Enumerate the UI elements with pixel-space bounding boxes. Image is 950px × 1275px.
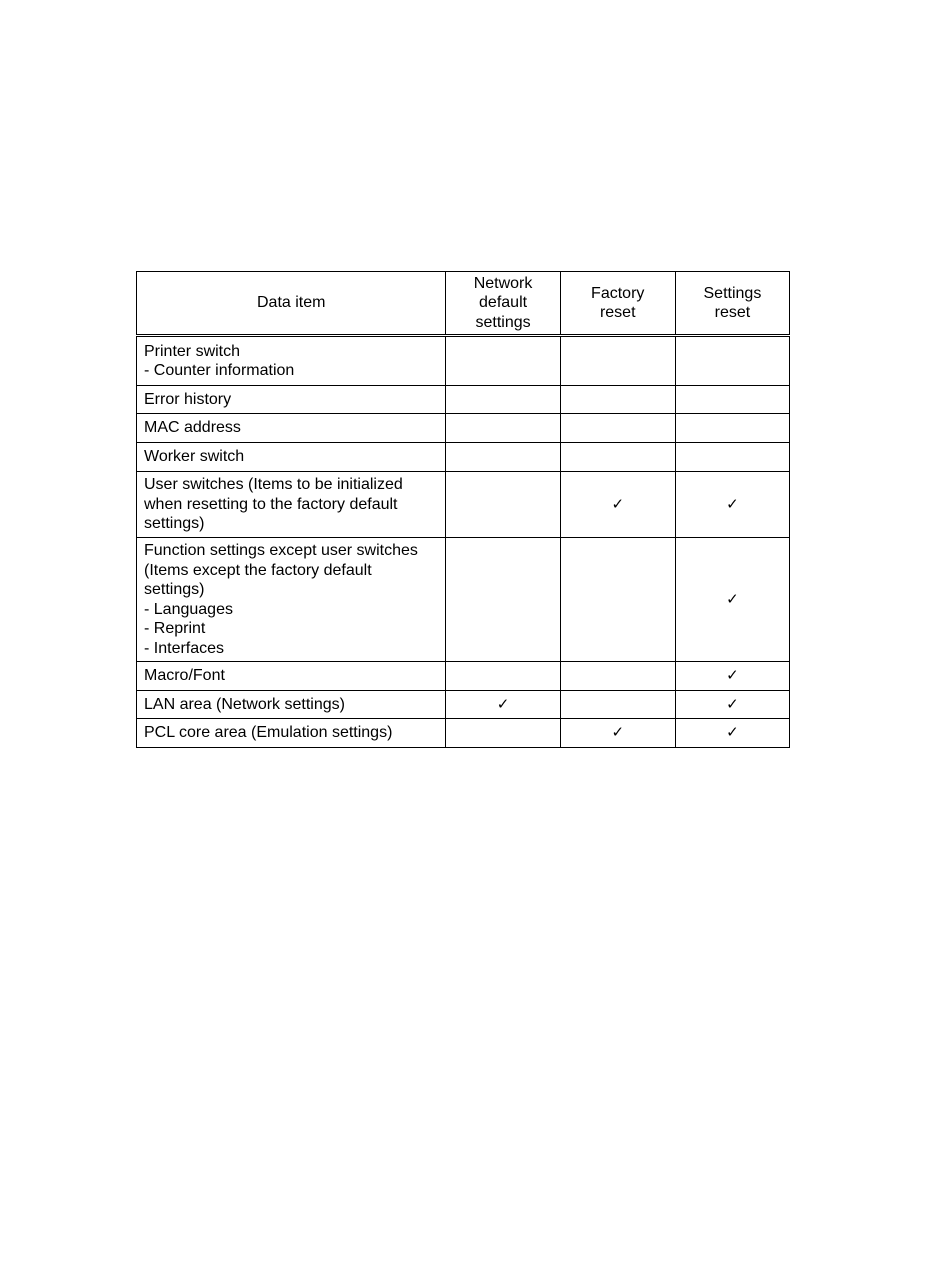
item-line: - Counter information: [144, 362, 295, 379]
network-default-check-cell: [446, 662, 560, 691]
settings-reset-check-cell: [675, 414, 789, 443]
item-line: Macro/Font: [144, 667, 225, 685]
network-default-check-cell: [446, 538, 560, 662]
item-line: PCL core area (Emulation settings): [144, 724, 393, 742]
header-line: Data item: [257, 294, 326, 312]
settings-reset-check-cell: ✓: [675, 691, 789, 719]
table-row: [137, 538, 790, 662]
header-network-default-settings: [446, 272, 560, 336]
header-settings-reset: [675, 272, 789, 336]
header-line: reset: [714, 304, 751, 321]
header-line: Network: [473, 274, 533, 292]
table-row: [137, 691, 790, 719]
item-line: Error history: [144, 390, 232, 408]
table-row: [137, 336, 790, 386]
item-line: Printer switch: [144, 342, 241, 360]
factory-reset-check-cell: [560, 662, 675, 691]
item-line: - Reprint: [144, 620, 206, 637]
header-data-item: [137, 272, 446, 336]
reset-data-table: [136, 271, 790, 748]
table-row: [137, 443, 790, 472]
data-item-cell: [137, 472, 446, 538]
item-line: LAN area (Network settings): [144, 695, 345, 713]
item-line: - Interfaces: [144, 639, 225, 657]
settings-reset-check-cell: ✓: [675, 472, 789, 538]
factory-reset-check-cell: ✓: [560, 472, 675, 538]
network-default-check-cell: [446, 443, 560, 472]
item-line: Worker switch: [144, 448, 245, 466]
network-default-check-cell: [446, 336, 560, 386]
factory-reset-check-cell: [560, 691, 675, 719]
data-item-cell: [137, 538, 446, 662]
factory-reset-check-cell: ✓: [560, 719, 675, 748]
table-row: [137, 472, 790, 538]
header-line: Settings: [703, 284, 762, 302]
factory-reset-check-cell: [560, 414, 675, 443]
factory-reset-check-cell: [560, 336, 675, 386]
settings-reset-check-cell: ✓: [675, 662, 789, 691]
data-item-cell: [137, 336, 446, 386]
data-item-cell: [137, 443, 446, 472]
factory-reset-check-cell: [560, 538, 675, 662]
settings-reset-check-cell: [675, 443, 789, 472]
header-line: default: [479, 294, 528, 312]
factory-reset-check-cell: [560, 386, 675, 414]
network-default-check-cell: ✓: [446, 691, 560, 719]
table-row: [137, 719, 790, 748]
table-header-row: [137, 272, 790, 336]
network-default-check-cell: [446, 414, 560, 443]
table-row: [137, 414, 790, 443]
data-item-cell: [137, 386, 446, 414]
item-line: Function settings except user switches: [144, 542, 418, 559]
item-line: settings): [144, 515, 205, 533]
data-item-cell: [137, 414, 446, 443]
header-factory-reset: [560, 272, 675, 336]
header-line: settings: [475, 313, 531, 331]
item-line: User switches (Items to be initialized: [144, 476, 403, 494]
table-row: [137, 386, 790, 414]
item-line: when resetting to the factory default: [144, 495, 398, 513]
item-line: MAC address: [144, 419, 241, 437]
factory-reset-check-cell: [560, 443, 675, 472]
item-line: (Items except the factory default: [144, 561, 372, 579]
data-item-cell: [137, 719, 446, 748]
item-line: settings): [144, 581, 205, 598]
network-default-check-cell: [446, 719, 560, 748]
data-item-cell: [137, 662, 446, 691]
settings-reset-check-cell: [675, 386, 789, 414]
network-default-check-cell: [446, 472, 560, 538]
settings-reset-check-cell: ✓: [675, 538, 789, 662]
settings-reset-check-cell: [675, 336, 789, 386]
network-default-check-cell: [446, 386, 560, 414]
settings-reset-check-cell: ✓: [675, 719, 789, 748]
header-line: Factory: [591, 284, 645, 302]
table-row: [137, 662, 790, 691]
header-line: reset: [599, 304, 636, 321]
item-line: - Languages: [144, 600, 233, 618]
data-item-cell: [137, 691, 446, 719]
